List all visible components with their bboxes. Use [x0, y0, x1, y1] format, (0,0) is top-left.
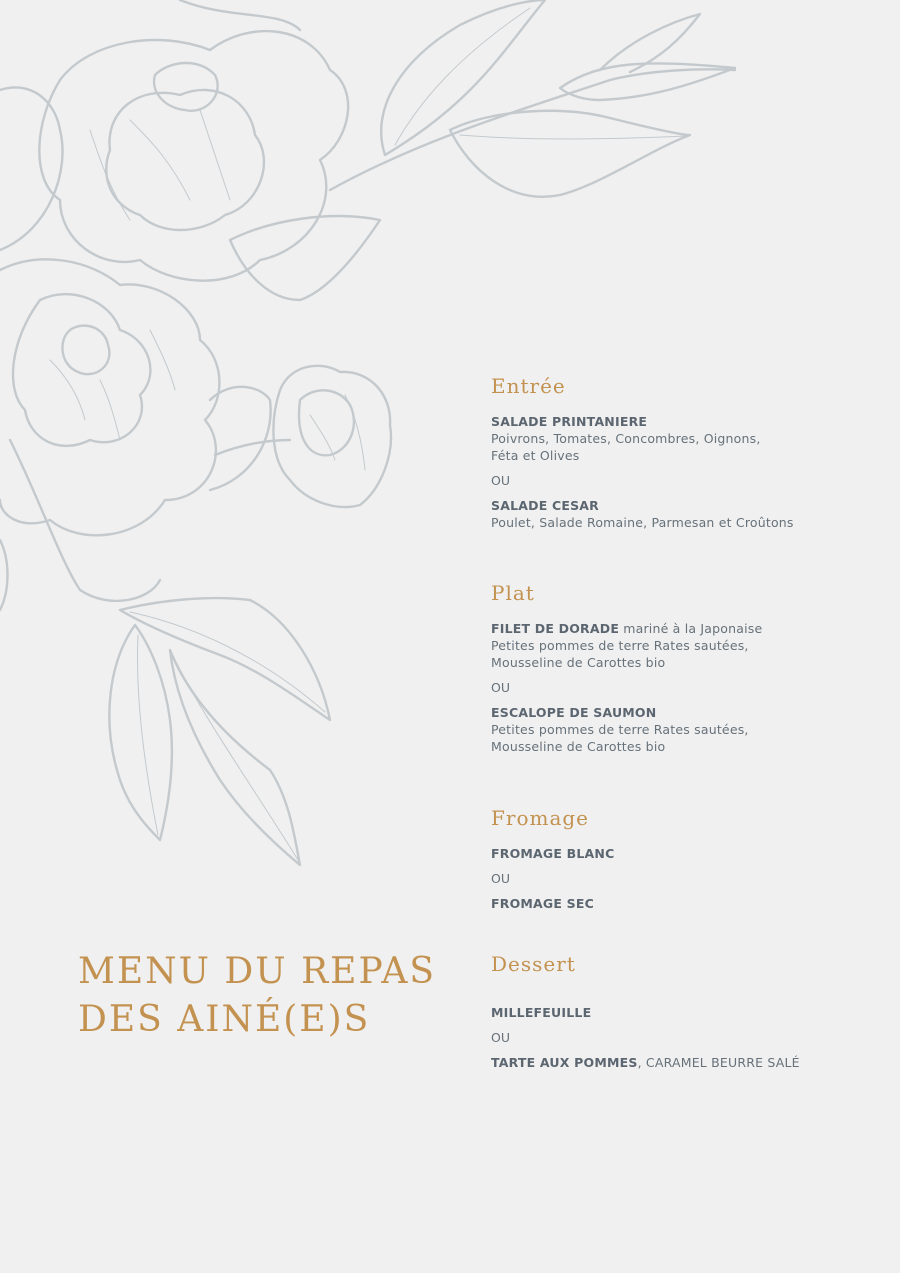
menu-item-name: TARTE AUX POMMES	[491, 1055, 638, 1070]
menu-item	[491, 895, 891, 912]
section-dessert	[491, 951, 891, 1071]
menu-item	[491, 1004, 891, 1021]
menu-item-name: SALADE CESAR	[491, 498, 599, 513]
menu-item-description: Poulet, Salade Romaine, Parmesan et Croûtons	[491, 515, 794, 530]
section-entree	[491, 373, 891, 531]
or-separator: OU	[491, 871, 510, 886]
or-separator: OU	[491, 473, 510, 488]
menu-item-description: Mousseline de Carottes bio	[491, 655, 666, 670]
menu-item-description: Féta et Olives	[491, 448, 580, 463]
menu-item-name: SALADE PRINTANIERE	[491, 414, 648, 429]
menu-item-description: Petites pommes de terre Rates sautées,	[491, 638, 749, 653]
section-heading-plat: Plat	[491, 581, 535, 605]
menu-item-suffix: , CARAMEL BEURRE SALÉ	[637, 1055, 800, 1070]
menu-item	[491, 704, 891, 755]
menu-item-suffix: mariné à la Japonaise	[619, 621, 763, 636]
menu-item-description: Mousseline de Carottes bio	[491, 739, 666, 754]
menu-item	[491, 413, 891, 464]
menu-title-line1: MENU DU REPAS	[78, 951, 437, 992]
section-plat	[491, 580, 891, 755]
menu-item	[491, 845, 891, 862]
or-separator: OU	[491, 1030, 510, 1045]
menu-item	[491, 1054, 891, 1071]
menu-item-name: FILET DE DORADE	[491, 621, 620, 636]
menu-item-description: Petites pommes de terre Rates sautées,	[491, 722, 749, 737]
menu-item-name: ESCALOPE DE SAUMON	[491, 705, 657, 720]
or-separator: OU	[491, 680, 510, 695]
menu-title	[78, 948, 436, 1044]
menu-item-name: MILLEFEUILLE	[491, 1005, 592, 1020]
section-heading-fromage: Fromage	[491, 806, 590, 830]
section-heading-entree: Entrée	[491, 374, 566, 398]
menu-title-line2: DES AINÉ(E)S	[78, 999, 371, 1040]
menu-item-description: Poivrons, Tomates, Concombres, Oignons,	[491, 431, 761, 446]
section-heading-dessert: Dessert	[491, 952, 576, 976]
menu-item-name: FROMAGE BLANC	[491, 846, 615, 861]
menu-item-name: FROMAGE SEC	[491, 896, 594, 911]
section-fromage	[491, 805, 891, 912]
menu-item	[491, 620, 891, 671]
menu-item	[491, 497, 891, 531]
